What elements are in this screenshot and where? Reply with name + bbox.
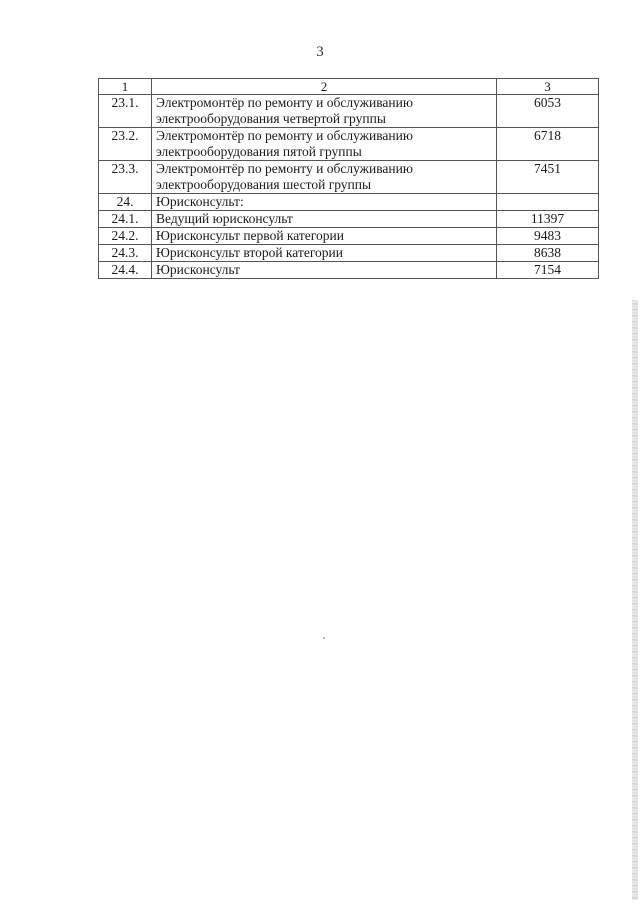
row-value: 11397 xyxy=(497,211,599,228)
row-position-name: Ведущий юрисконсульт xyxy=(152,211,497,228)
row-position-name: Юрисконсульт xyxy=(152,262,497,279)
table-row xyxy=(99,245,599,262)
table-row xyxy=(99,95,599,128)
row-number: 23.3. xyxy=(99,161,152,194)
row-number: 24. xyxy=(99,194,152,211)
row-position-name: Юрисконсульт: xyxy=(152,194,497,211)
row-number: 23.2. xyxy=(99,128,152,161)
row-value: 6053 xyxy=(497,95,599,128)
row-position-name: Электромонтёр по ремонту и обслуживанию электрооборудования шестой группы xyxy=(152,161,497,194)
header-col-2: 2 xyxy=(152,79,497,95)
row-position-name: Электромонтёр по ремонту и обслуживанию электрооборудования четвертой группы xyxy=(152,95,497,128)
table-row xyxy=(99,211,599,228)
header-col-3: 3 xyxy=(497,79,599,95)
row-value: 6718 xyxy=(497,128,599,161)
salary-table xyxy=(98,78,599,279)
table-row xyxy=(99,128,599,161)
row-number: 24.4. xyxy=(99,262,152,279)
row-number: 23.1. xyxy=(99,95,152,128)
table-header-row xyxy=(99,79,599,95)
scan-edge-artifact xyxy=(632,300,638,900)
row-position-name: Юрисконсульт второй категории xyxy=(152,245,497,262)
row-position-name: Юрисконсульт первой категории xyxy=(152,228,497,245)
row-value: 7154 xyxy=(497,262,599,279)
row-number: 24.1. xyxy=(99,211,152,228)
table-row xyxy=(99,161,599,194)
table-row xyxy=(99,228,599,245)
row-value: 9483 xyxy=(497,228,599,245)
table-row xyxy=(99,262,599,279)
row-number: 24.3. xyxy=(99,245,152,262)
row-value: 8638 xyxy=(497,245,599,262)
row-value: 7451 xyxy=(497,161,599,194)
table-row xyxy=(99,194,599,211)
row-number: 24.2. xyxy=(99,228,152,245)
page-number: 3 xyxy=(316,44,324,60)
header-col-1: 1 xyxy=(99,79,152,95)
row-position-name: Электромонтёр по ремонту и обслуживанию электрооборудования пятой группы xyxy=(152,128,497,161)
row-value xyxy=(497,194,599,211)
scan-artifact-dot xyxy=(323,637,325,639)
